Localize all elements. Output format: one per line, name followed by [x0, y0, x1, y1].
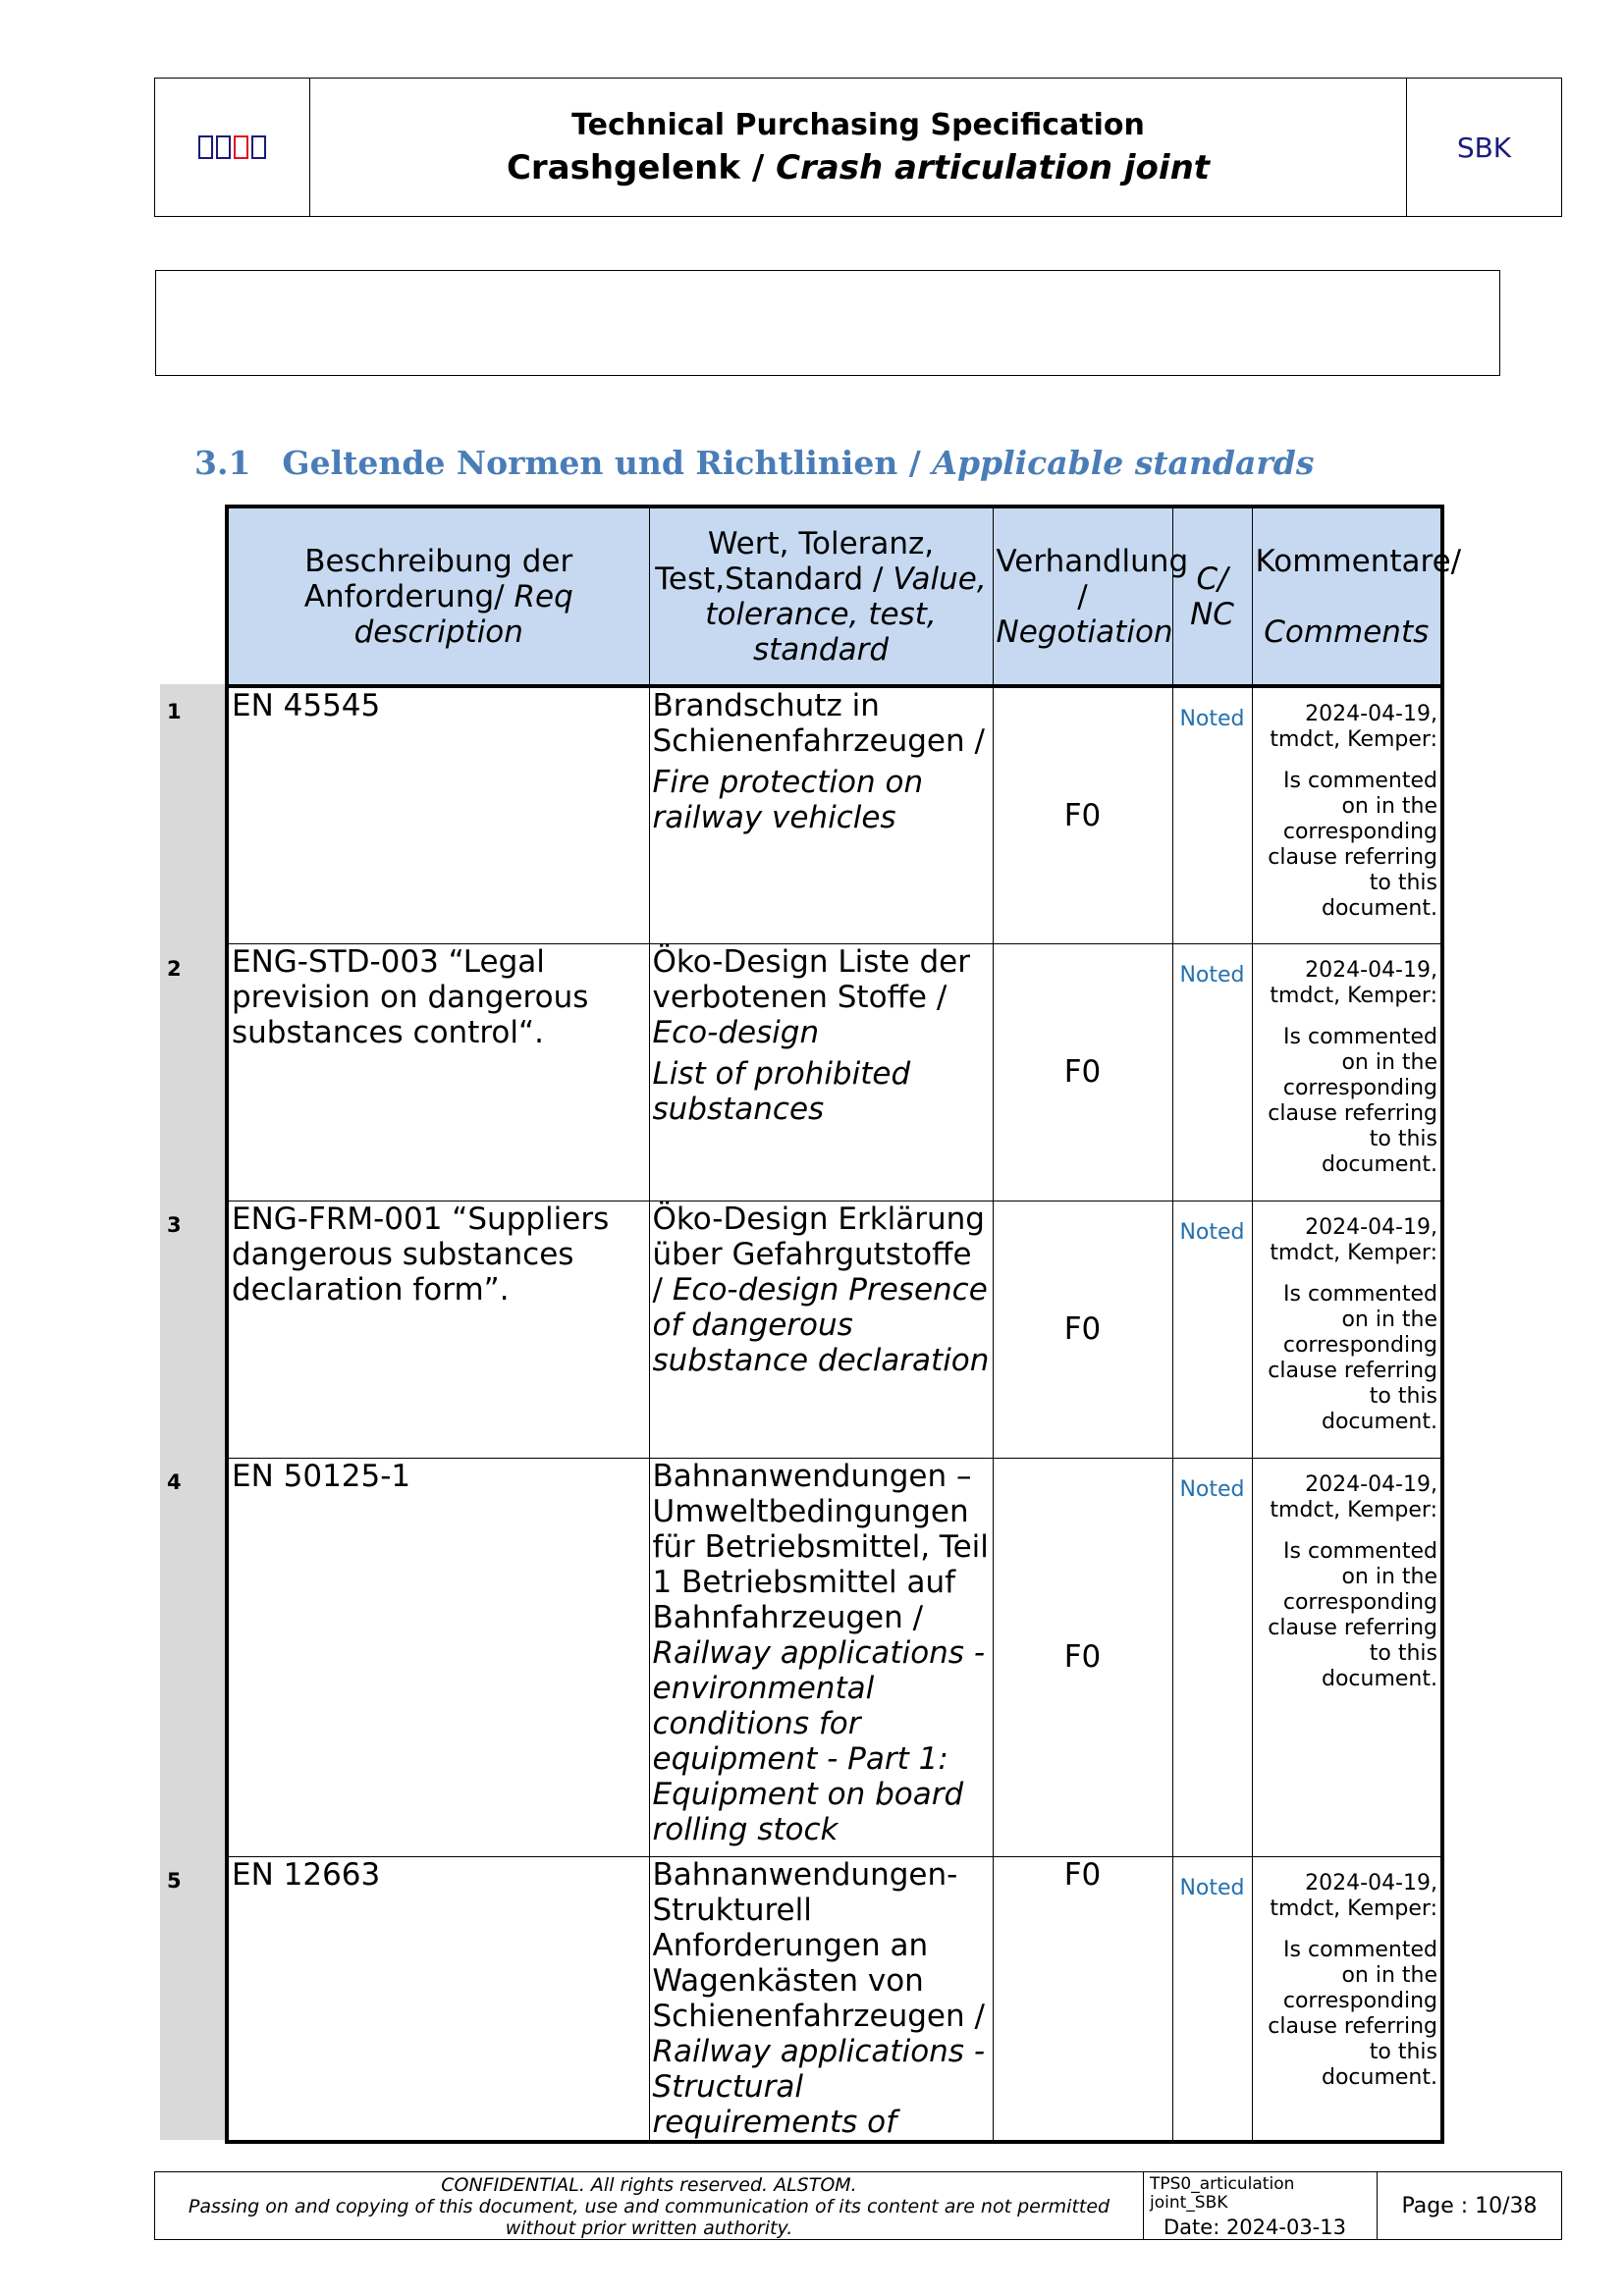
standards-table [225, 505, 1462, 2144]
document-header [154, 78, 1562, 217]
table-row [227, 943, 1442, 1201]
table-row [227, 1856, 1442, 2142]
header-code: SBK [1456, 131, 1512, 164]
company-logo [155, 79, 310, 216]
header-title-block [310, 79, 1407, 216]
req-negotiation: F0 [993, 1201, 1172, 1458]
table-row [227, 1201, 1442, 1458]
section-heading [194, 444, 1314, 482]
req-negotiation: F0 [993, 943, 1172, 1201]
col-header-negotiation: Verhandlung / Negotiation [993, 507, 1172, 686]
document-footer [154, 2171, 1562, 2240]
col-header-description: Beschreibung der Anforderung/ Req description [227, 507, 649, 686]
req-comment: 2024-04-19, tmdct, Kemper: Is commented on in the corresponding clause referring to this document. [1252, 943, 1442, 1201]
req-value: Öko-Design Erklärung über Gefahrgutstoffe / Eco-design Presence of dangerous substance declaration [649, 1201, 993, 1458]
req-negotiation: F0 [993, 1856, 1172, 2142]
row-number: 4 [167, 1470, 182, 1494]
req-comment: 2024-04-19, tmdct, Kemper: Is commented on in the corresponding clause referring to this document. [1252, 1201, 1442, 1458]
req-value: Bahnanwendungen- Strukturell Anforderungen an Wagenkästen von Schienenfahrzeugen / Railway applications - Structural requirements of [649, 1856, 993, 2142]
row-number: 5 [167, 1869, 182, 1893]
spec-subject-title [507, 148, 1210, 187]
row-number: 1 [167, 700, 182, 723]
req-negotiation: F0 [993, 1458, 1172, 1856]
section-title-de: Geltende Normen und Richtlinien / [282, 444, 933, 482]
spec-type-title: Technical Purchasing Specification [571, 107, 1145, 142]
req-negotiation: F0 [993, 686, 1172, 943]
table-row [227, 686, 1442, 943]
document-reference [1144, 2172, 1378, 2239]
req-status: Noted [1172, 1201, 1252, 1458]
req-status: Noted [1172, 1458, 1252, 1856]
req-description: EN 12663 [227, 1856, 649, 2142]
row-number: 3 [167, 1213, 182, 1237]
req-status: Noted [1172, 686, 1252, 943]
req-description: ENG-STD-003 “Legal prevision on dangerous substances control“. [227, 943, 649, 1201]
req-value: Bahnanwendungen – Umweltbedingungen für Betriebsmittel, Teil 1 Betriebsmittel auf Bahnfahrzeugen / Railway applications - environmental conditions for equipment - Part 1: Equipment on board rolling stock [649, 1458, 993, 1856]
doc-date: Date: 2024-03-13 [1164, 2216, 1346, 2239]
empty-frame [155, 270, 1500, 376]
confidentiality-notice: CONFIDENTIAL. All rights reserved. ALSTOM. Passing on and copying of this document, use and communication of its content are not permitted without prior written authority. [155, 2172, 1144, 2239]
req-comment: 2024-04-19, tmdct, Kemper: Is commented on in the corresponding clause referring to this document. [1252, 686, 1442, 943]
section-number: 3.1 [194, 444, 251, 482]
col-header-cnc: C/ NC [1172, 507, 1252, 686]
req-description: EN 50125-1 [227, 1458, 649, 1856]
row-number-gutter [160, 684, 225, 2140]
table-header-row [227, 507, 1442, 686]
req-value: Öko-Design Liste der verbotenen Stoffe / Eco-design List of prohibited substances [649, 943, 993, 1201]
req-status: Noted [1172, 943, 1252, 1201]
spec-subject-de: Crashgelenk / [506, 147, 777, 187]
doc-name: TPS0_articulation joint_SBK [1150, 2174, 1295, 2213]
req-description: EN 45545 [227, 686, 649, 943]
col-header-value: Wert, Toleranz, Test,Standard / Value, tolerance, test, standard [649, 507, 993, 686]
page-number: Page : 10/38 [1401, 2193, 1538, 2218]
table-row [227, 1458, 1442, 1856]
req-value: Brandschutz in Schienenfahrzeugen / Fire protection on railway vehicles [649, 686, 993, 943]
req-status: Noted [1172, 1856, 1252, 2142]
spec-subject-en: Crash articulation joint [776, 147, 1211, 187]
req-comment: 2024-04-19, tmdct, Kemper: Is commented on in the corresponding clause referring to this document. [1252, 1856, 1442, 2142]
req-comment: 2024-04-19, tmdct, Kemper: Is commented on in the corresponding clause referring to this document. [1252, 1458, 1442, 1856]
section-title-en: Applicable standards [932, 444, 1315, 482]
req-description: ENG-FRM-001 “Suppliers dangerous substances declaration form”. [227, 1201, 649, 1458]
col-header-comments: Kommentare/ Comments [1252, 507, 1442, 686]
row-number: 2 [167, 957, 182, 981]
